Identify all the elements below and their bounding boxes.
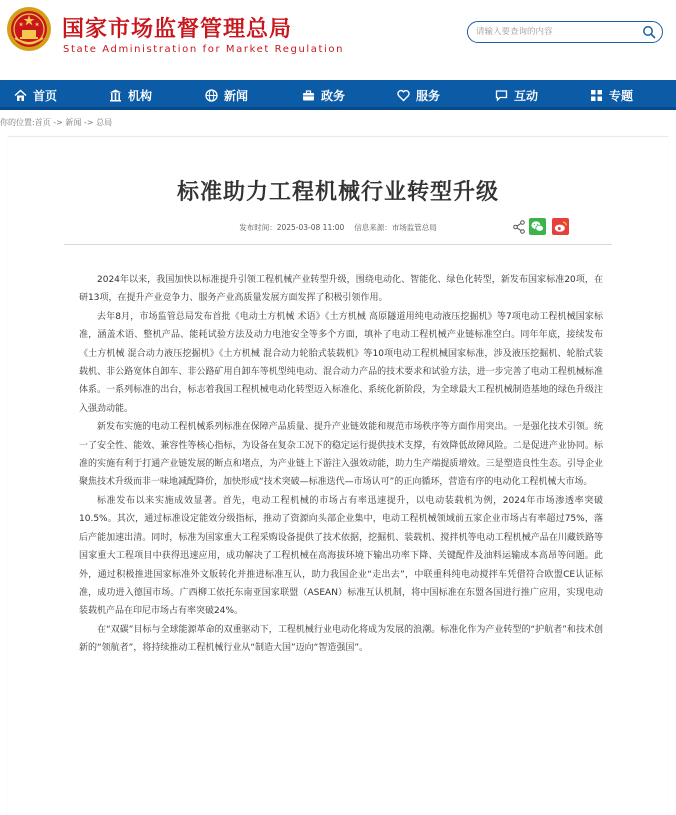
publish-time-label: 发布时间： (239, 223, 277, 232)
globe-icon (205, 89, 218, 102)
nav-item-label: 政务 (321, 88, 346, 103)
article-body (79, 271, 603, 658)
breadcrumb-prefix: 你的位置: (0, 118, 35, 127)
article-title: 标准助力工程机械行业转型升级 (176, 180, 499, 205)
grid-icon (590, 89, 603, 102)
breadcrumb-separator: -> (81, 118, 97, 127)
article-paragraph: 标准发布以来实施成效显著。首先，电动工程机械的市场占有率迅速提升，以电动装载机为例，2024年市场渗透率突破10.5%。其次，通过标准设定能效分级指标，推动了资源向头部企业集中，电动工程机械领域前五家企业市场占有率超过75%，落后产能加速出清。同时，标准为国家重大工程采购设备提供了技术依据，挖掘机、装载机、搅拌机等电动工程机械产品在川藏铁路等国家重大工程项目中获得迅速应用，成功解决了工程机械在高海拔环境下输出功率下降、关键配件及油料运输成本高昂等问题。此外，通过积极推进国家标准外文版转化并推进标准互认，助力我国企业“走出去”，中联重科纯电动搅拌车凭借符合欧盟CE认证标准，成功进入德国市场。广西柳工依托东南亚国家联盟（ASEAN）标准互认机制，将中国标准在东盟各国进行推广应用，实现电动装载机产品在印尼市场占有率突破24%。 (79, 495, 603, 617)
nav-item-government-affairs[interactable] (302, 80, 345, 110)
briefcase-icon (302, 89, 315, 102)
nav-item-label: 服务 (416, 88, 441, 103)
source-label: 信息来源： (354, 223, 392, 232)
nav-item-label: 新闻 (224, 88, 249, 103)
search-input[interactable] (476, 25, 634, 39)
source-value: 市场监管总局 (391, 223, 437, 232)
article-paragraph: 去年8月，市场监管总局发布首批《电动土方机械 术语》《土方机械 高原隧道用纯电动液压挖掘机》等7项电动工程机械国家标准，涵盖术语、整机产品、能耗试验方法及动力电池安全等多个方面，填补了电动工程机械产业链标准空白。同年年底，接续发布《土方机械 混合动力液压挖掘机》《土方机械 混合动力轮胎式装载机》等10项电动工程机械国家标准，涉及液压挖掘机、轮胎式装载机、非公路宽体自卸车、非公路矿用自卸车等机型纯电动、混合动力产品的技术要求和试验方法，进一步完善了电动工程机械标准体系。一系列标准的出台，标志着我国工程机械电动化转型迈入标准化、系统化新阶段，为全球最大工程机械制造基地的绿色升级注入强劲动能。 (79, 311, 603, 414)
site-name-en: State Administration for Market Regulation (63, 44, 345, 55)
nav-item-home[interactable] (14, 80, 57, 110)
wechat-share-icon[interactable] (529, 218, 546, 235)
search-box (467, 21, 663, 43)
share-icon[interactable] (513, 220, 525, 234)
nav-item-interaction[interactable] (495, 80, 538, 110)
main-nav (0, 80, 676, 110)
breadcrumb-news[interactable]: 新闻 (65, 118, 82, 127)
article-paragraph: 新发布实施的电动工程机械系列标准在保障产品质量、提升产业链效能和规范市场秩序等方面作用突出。一是强化技术引领。统一了安全性、能效、兼容性等核心指标，为设备在复杂工况下的稳定运行提供技术支撑，有效降低故障风险。二是促进产业协同。标准的实施有利于打通产业链发展的断点和堵点，为产业链上下游注入强效动能，助力生产端提质增效。三是塑造良性生态。引导企业聚焦技术升级而非一味地减配降价，加快形成“技术突破—标准迭代—市场认可”的正向循环，营造有序的电动化工程机械大市场。 (79, 422, 603, 488)
site-header (0, 0, 676, 80)
nav-item-news[interactable] (205, 80, 248, 110)
article-meta (0, 222, 676, 233)
breadcrumb (0, 117, 112, 128)
search-icon[interactable] (642, 25, 656, 39)
nav-item-label: 互动 (514, 88, 539, 103)
nav-item-topics[interactable] (590, 80, 633, 110)
nav-item-label: 专题 (609, 88, 634, 103)
national-emblem-icon[interactable] (6, 6, 52, 52)
breadcrumb-administration[interactable]: 总局 (96, 118, 113, 127)
article-paragraph: 在“双碳”目标与全球能源革命的双重驱动下，工程机械行业电动化将成为发展的浪潮。标准化作为产业转型的“护航者”和技术创新的“领航者”，将持续推动工程机械行业从“制造大国”迈向“智造强国”。 (79, 624, 603, 654)
weibo-share-icon[interactable] (552, 218, 569, 235)
chat-icon (495, 89, 508, 102)
article-paragraph: 2024年以来，我国加快以标准提升引领工程机械产业转型升级，围绕电动化、智能化、绿色化转型，新发布国家标准20项，在研13项，在提升产业竞争力、服务产业高质量发展方面发挥了积极引领作用。 (79, 275, 603, 304)
home-icon (14, 89, 27, 102)
heart-icon (397, 89, 410, 102)
nav-item-institutions[interactable] (109, 80, 152, 110)
publish-time: 2025-03-08 11:00 (276, 223, 345, 232)
building-icon (109, 89, 122, 102)
breadcrumb-home[interactable]: 首页 (34, 118, 51, 127)
breadcrumb-separator: -> (50, 118, 66, 127)
nav-item-label: 首页 (33, 88, 58, 103)
title-divider (64, 244, 612, 245)
nav-item-services[interactable] (397, 80, 440, 110)
site-name-cn[interactable]: 国家市场监督管理总局 (62, 16, 293, 42)
nav-item-label: 机构 (128, 88, 153, 103)
